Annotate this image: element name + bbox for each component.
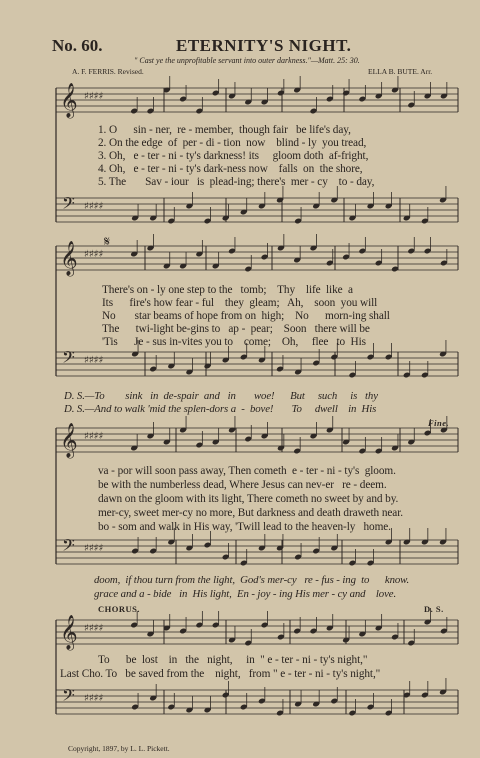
key-signature-icon: ♯♯♯♯ [84, 249, 104, 260]
lyric-line: No star beams of hope from on high; No morn-ing shall [102, 310, 390, 322]
ds-lyric-line: grace and a - bide in His light, En - joy - ing His mer - cy and love. [94, 588, 397, 600]
lyric-line: 2. On the edge of per - di - tion now blind - ly you tread, [98, 137, 367, 149]
hymn-title: ETERNITY'S NIGHT. [176, 36, 352, 55]
lyric-line: bo - som and walk in His way, 'Twill lead to the heaven-ly home. [98, 521, 391, 533]
treble-clef-icon: 𝄞 [60, 83, 78, 118]
scripture-reference: " Cast ye the unprofitable servant into outer darkness."—Matt. 25: 30. [134, 56, 360, 65]
ds-marker: D. S. [424, 604, 444, 614]
lyric-line: Its fire's how fear - ful they gleam; Ah, soon you will [102, 297, 378, 309]
segno-icon: 𝄋 [104, 234, 111, 250]
ds-lyric-line: doom, if thou turn from the light, God's mer-cy re - fus - ing to know. [94, 574, 410, 586]
chorus-lyric-line: Last Cho. To be saved from the night, from " e - ter - ni - ty's night," [60, 668, 381, 680]
chorus-lyric-line: To be lost in the night, in " e - ter - ni - ty's night," [98, 654, 368, 666]
lyric-line: dawn on the gloom with its light, There cometh no sweet by and by. [98, 493, 399, 505]
lyric-line: va - por will soon pass away, Then cometh e - ter - ni - ty's gloom. [98, 465, 396, 477]
lyric-line: There's on - ly one step to the tomb; Thy life like a [102, 284, 353, 296]
chorus-label: CHORUS. [98, 604, 140, 614]
fine-marker: Fine. [428, 418, 450, 428]
lyric-line: mer-cy, sweet mer-cy no more, But darkness and death draweth near. [98, 507, 403, 519]
ds-lyric-line: D. S.—And to walk 'mid the splen-dors a - bove! To dwell in His [64, 403, 377, 415]
copyright-notice: Copyright, 1897, by L. L. Pickett. [68, 744, 170, 753]
lyric-line: 3. Oh, e - ter - ni - ty's darkness! its gloom doth af-fright, [98, 150, 369, 162]
lyric-line: 5. The Sav - iour is plead-ing; there's mer - cy to - day, [98, 176, 375, 188]
key-signature-icon: ♯♯♯♯ [84, 693, 104, 704]
key-signature-icon: ♯♯♯♯ [84, 623, 104, 634]
bass-clef-icon: 𝄢 [62, 535, 75, 559]
key-signature-icon: ♯♯♯♯ [84, 355, 104, 366]
treble-clef-icon: 𝄞 [60, 241, 78, 276]
treble-clef-icon: 𝄞 [60, 423, 78, 458]
key-signature-icon: ♯♯♯♯ [84, 543, 104, 554]
ds-lyric-line: D. S.—To sink in de-spair and in woe! But such is thy [64, 390, 378, 402]
lyric-line: 'Tis Je - sus in-vites you to come; Oh, flee to His [102, 336, 366, 348]
lyric-line: The twi-light be-gins to ap - pear; Soon there will be [102, 323, 370, 335]
bass-clef-icon: 𝄢 [62, 685, 75, 709]
author-credit: A. F. FERRIS. Revised. [72, 67, 144, 76]
key-signature-icon: ♯♯♯♯ [84, 431, 104, 442]
bass-clef-icon: 𝄢 [62, 193, 75, 217]
key-signature-icon: ♯♯♯♯ [84, 91, 104, 102]
hymn-number: No. 60. [52, 36, 103, 55]
lyric-line: 1. O sin - ner, re - member, though fair be life's day, [98, 124, 351, 136]
bass-clef-icon: 𝄢 [62, 347, 75, 371]
composer-credit: ELLA B. BUTE. Arr. [368, 67, 433, 76]
key-signature-icon: ♯♯♯♯ [84, 201, 104, 212]
lyric-line: be with the numberless dead, Where Jesus can nev-er re - deem. [98, 479, 387, 491]
lyric-line: 4. Oh, e - ter - ni - ty's dark-ness now falls on the shore, [98, 163, 363, 175]
treble-clef-icon: 𝄞 [60, 615, 78, 650]
